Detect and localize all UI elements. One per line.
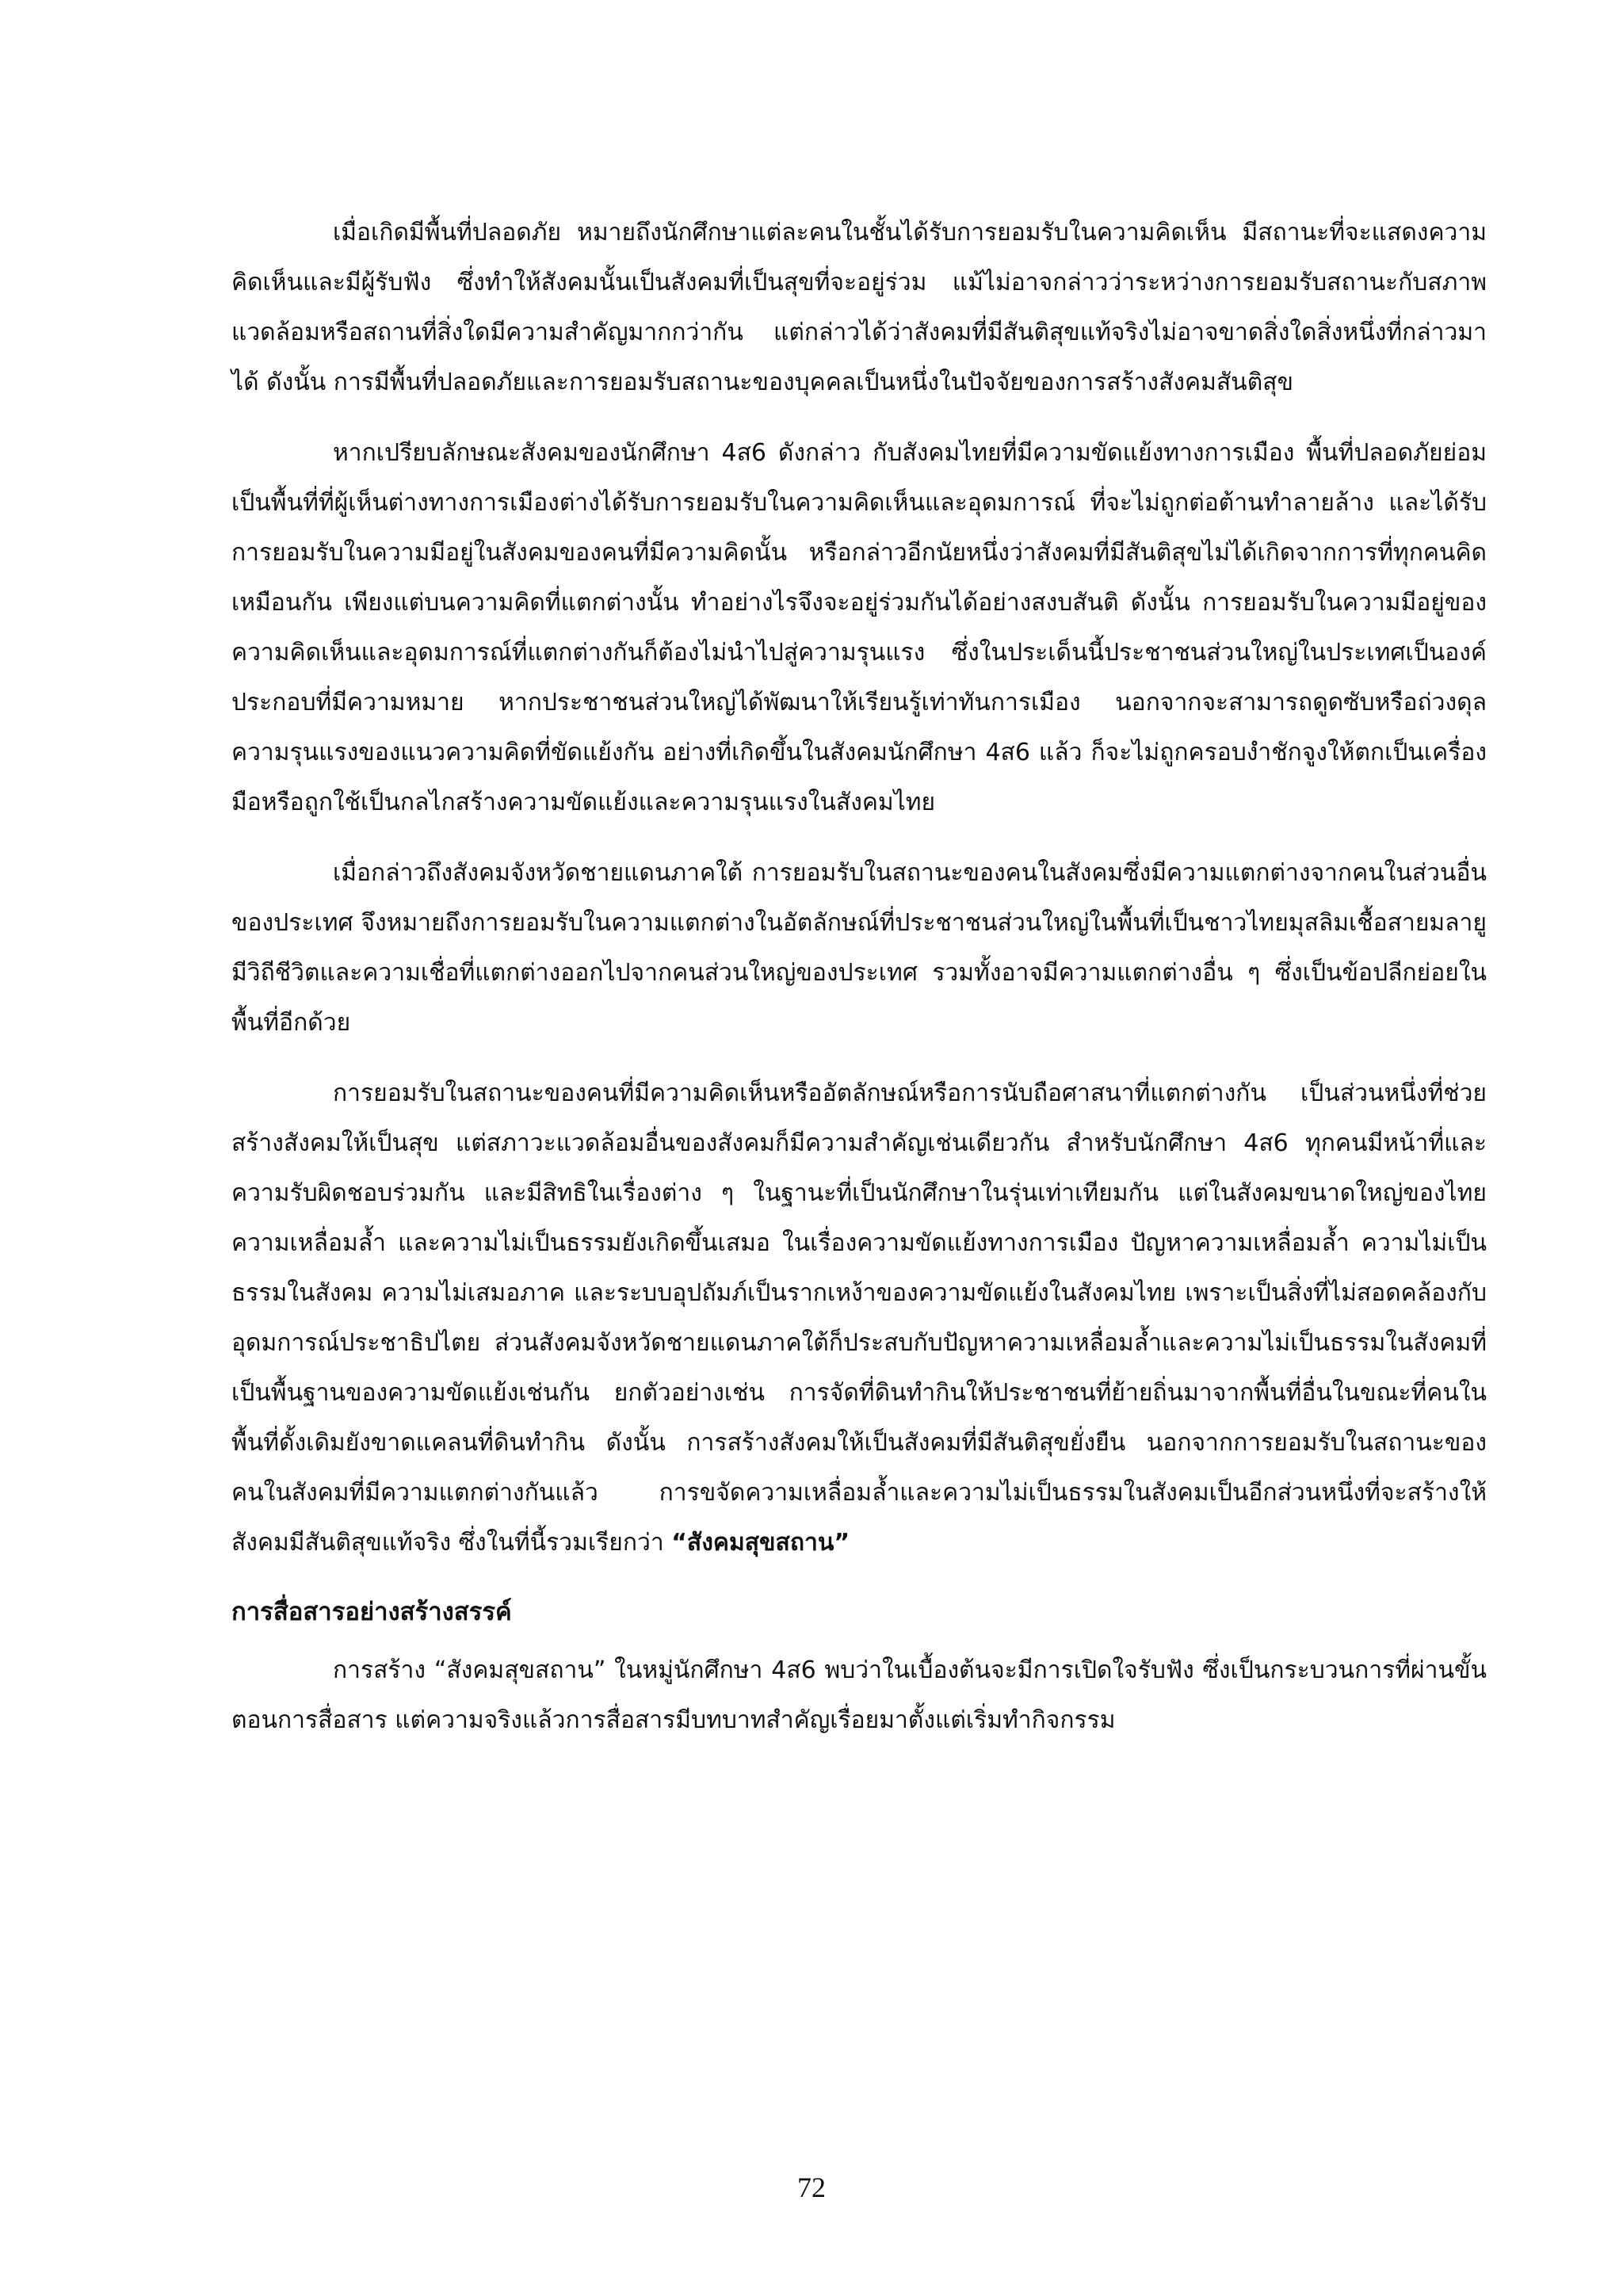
paragraph-safe-space bbox=[231, 208, 1487, 407]
emphasis-term: “สังคมสุขสถาน” bbox=[671, 1529, 850, 1557]
paragraph-communication bbox=[231, 1645, 1487, 1745]
paragraph-text: หากเปรียบลักษณะสังคมของนักศึกษา 4ส6 ดังกล่าว กับสังคมไทยที่มีความขัดแย้งทางการเมือง พื้นที่ปลอดภัยย่อมเป็นพื้นที่ที่ผู้เห็นต่างทางการเมืองต่างได้รับการยอมรับในความคิดเห็นและอุดมการณ์ ที่จะไม่ถูกต่อต้านทำลายล้าง และได้รับการยอมรับในความมีอยู่ในสังคมของคนที่มีความคิดนั้น หรือกล่าวอีกนัยหนึ่งว่าสังคมที่มีสันติสุขไม่ได้เกิดจากการที่ทุกคนคิดเหมือนกัน เพียงแต่บนความคิดที่แตกต่างนั้น ทำอย่างไรจึงจะอยู่ร่วมกันได้อย่างสงบสันติ ดังนั้น การยอมรับในความมีอยู่ของความคิดเห็นและอุดมการณ์ที่แตกต่างกันก็ต้องไม่นำไปสู่ความรุนแรง ซึ่งในประเด็นนี้ประชาชนส่วนใหญ่ในประเทศเป็นองค์ประกอบที่มีความหมาย หากประชาชนส่วนใหญ่ได้พัฒนาให้เรียนรู้เท่าทันการเมือง นอกจากจะสามารถดูดซับหรือถ่วงดุลความรุนแรงของแนวความคิดที่ขัดแย้งกัน อย่างที่เกิดขึ้นในสังคมนักศึกษา 4ส6 แล้ว ก็จะไม่ถูกครอบงำชักจูงให้ตกเป็นเครื่องมือหรือถูกใช้เป็นกลไกสร้างความขัดแย้งและความรุนแรงในสังคมไทย bbox=[231, 439, 1487, 816]
paragraph-text: เมื่อเกิดมีพื้นที่ปลอดภัย หมายถึงนักศึกษาแต่ละคนในชั้นได้รับการยอมรับในความคิดเห็น มีสถานะที่จะแสดงความคิดเห็นและมีผู้รับฟัง ซึ่งทำให้สังคมนั้นเป็นสังคมที่เป็นสุขที่จะอยู่ร่วม แม้ไม่อาจกล่าวว่าระหว่างการยอมรับสถานะกับสภาพแวดล้อมหรือสถานที่สิ่งใดมีความสำคัญมากกว่ากัน แต่กล่าวได้ว่าสังคมที่มีสันติสุขแท้จริงไม่อาจขาดสิ่งใดสิ่งหนึ่งที่กล่าวมาได้ ดังนั้น การมีพื้นที่ปลอดภัยและการยอมรับสถานะของบุคคลเป็นหนึ่งในปัจจัยของการสร้างสังคมสันติสุข bbox=[231, 219, 1487, 396]
document-body bbox=[231, 208, 1487, 1766]
paragraph-text: เมื่อกล่าวถึงสังคมจังหวัดชายแดนภาคใต้ การยอมรับในสถานะของคนในสังคมซึ่งมีความแตกต่างจากคนในส่วนอื่นของประเทศ จึงหมายถึงการยอมรับในความแตกต่างในอัตลักษณ์ที่ประชาชนส่วนใหญ่ในพื้นที่เป็นชาวไทยมุสลิมเชื้อสายมลายู มีวิถีชีวิตและความเชื่อที่แตกต่างออกไปจากคนส่วนใหญ่ของประเทศ รวมทั้งอาจมีความแตกต่างอื่น ๆ ซึ่งเป็นข้อปลีกย่อยในพื้นที่อีกด้วย bbox=[231, 859, 1487, 1037]
paragraph-inequality bbox=[231, 1068, 1487, 1568]
paragraph-southern-provinces bbox=[231, 848, 1487, 1048]
paragraph-text: การยอมรับในสถานะของคนที่มีความคิดเห็นหรืออัตลักษณ์หรือการนับถือศาสนาที่แตกต่างกัน เป็นส่วนหนึ่งที่ช่วยสร้างสังคมให้เป็นสุข แต่สภาวะแวดล้อมอื่นของสังคมก็มีความสำคัญเช่นเดียวกัน สำหรับนักศึกษา 4ส6 ทุกคนมีหน้าที่และความรับผิดชอบร่วมกัน และมีสิทธิในเรื่องต่าง ๆ ในฐานะที่เป็นนักศึกษาในรุ่นเท่าเทียมกัน แต่ในสังคมขนาดใหญ่ของไทย ความเหลื่อมล้ำ และความไม่เป็นธรรมยังเกิดขึ้นเสมอ ในเรื่องความขัดแย้งทางการเมือง ปัญหาความเหลื่อมล้ำ ความไม่เป็นธรรมในสังคม ความไม่เสมอภาค และระบบอุปถัมภ์เป็นรากเหง้าของความขัดแย้งในสังคมไทย เพราะเป็นสิ่งที่ไม่สอดคล้องกับอุดมการณ์ประชาธิปไตย ส่วนสังคมจังหวัดชายแดนภาคใต้ก็ประสบกับปัญหาความเหลื่อมล้ำและความไม่เป็นธรรมในสังคมที่เป็นพื้นฐานของความขัดแย้งเช่นกัน ยกตัวอย่างเช่น การจัดที่ดินทำกินให้ประชาชนที่ย้ายถิ่นมาจากพื้นที่อื่นในขณะที่คนในพื้นที่ดั้งเดิมยังขาดแคลนที่ดินทำกิน ดังนั้น การสร้างสังคมให้เป็นสังคมที่มีสันติสุขยั่งยืน นอกจากการยอมรับในสถานะของคนในสังคมที่มีความแตกต่างกันแล้ว การขจัดความเหลื่อมล้ำและความไม่เป็นธรรมในสังคมเป็นอีกส่วนหนึ่งที่จะสร้างให้สังคมมีสันติสุขแท้จริง ซึ่งในที่นี้รวมเรียกว่า bbox=[231, 1079, 1487, 1557]
paragraph-political-conflict bbox=[231, 428, 1487, 827]
section-heading: การสื่อสารอย่างสร้างสรรค์ bbox=[231, 1598, 512, 1626]
paragraph-text: การสร้าง “สังคมสุขสถาน” ในหมู่นักศึกษา 4ส6 พบว่าในเบื้องต้นจะมีการเปิดใจรับฟัง ซึ่งเป็นกระบวนการที่ผ่านขั้นตอนการสื่อสาร แต่ความจริงแล้วการสื่อสารมีบทบาทสำคัญเรื่อยมาตั้งแต่เริ่มทำกิจกรรม bbox=[231, 1656, 1487, 1734]
page-number: 72 bbox=[797, 2172, 826, 2203]
